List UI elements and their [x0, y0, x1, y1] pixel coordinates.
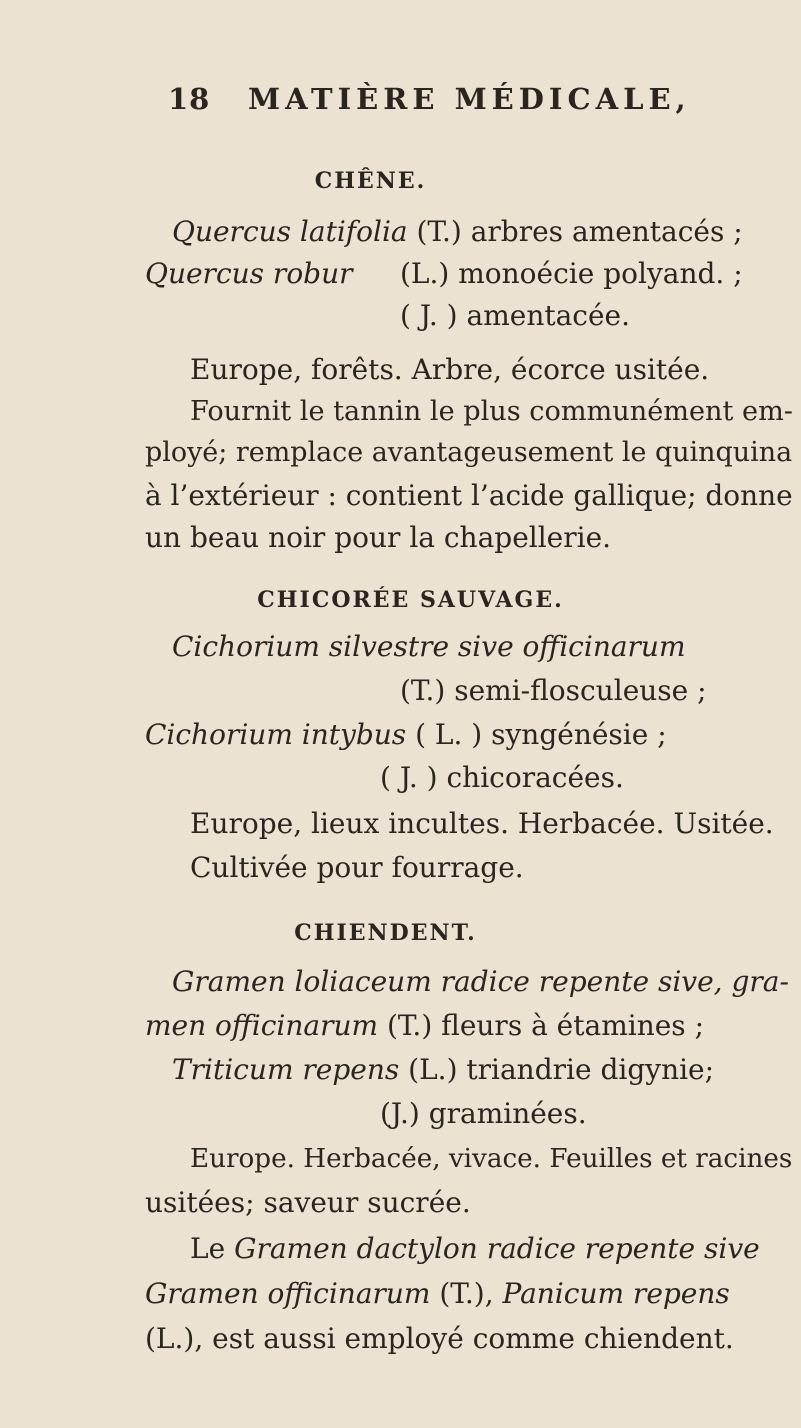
text-line	[145, 718, 667, 751]
page-number: 18	[168, 82, 211, 116]
section-heading-chicoree: CHICORÉE SAUVAGE.	[257, 587, 564, 613]
text-line	[172, 1053, 715, 1086]
latin-name: Panicum repens	[502, 1277, 730, 1310]
section-heading-chiendent: CHIENDENT.	[294, 920, 477, 946]
text-line: Gramen loliaceum radice repente sive, gra-	[172, 965, 789, 998]
text-line: ( J. ) amentacée.	[400, 299, 631, 332]
line-text: (T.) arbres amentacés ;	[407, 215, 743, 248]
text-line: Fournit le tannin le plus communément em-	[190, 396, 793, 427]
latin-name: Gramen officinarum	[145, 1277, 431, 1310]
line-text: (T.) fleurs à étamines ;	[378, 1009, 705, 1042]
latin-name: Triticum repens	[172, 1053, 400, 1086]
text-line: Cultivée pour fourrage.	[190, 851, 524, 884]
text-line: à l’extérieur : contient l’acide gallique; donne	[145, 479, 793, 512]
text-line: Europe, forêts. Arbre, écorce usitée.	[190, 353, 710, 386]
section-heading-chene: CHÊNE.	[314, 168, 427, 194]
line-text: (L.) monoécie polyand. ;	[400, 257, 743, 290]
latin-name: Quercus robur	[145, 257, 353, 290]
latin-name: Cichorium intybus	[145, 718, 407, 751]
text-line	[190, 1232, 760, 1265]
text-line: Cichorium silvestre sive officinarum	[172, 630, 686, 663]
text-line: ( J. ) chicoracées.	[380, 761, 624, 794]
text-line	[172, 215, 743, 248]
text-line: (T.) semi-flosculeuse ;	[400, 674, 707, 707]
line-text: Le	[190, 1232, 235, 1265]
text-line: Europe, lieux incultes. Herbacée. Usitée.	[190, 807, 774, 840]
line-text: (T.),	[430, 1277, 503, 1310]
text-line: (L.), est aussi employé comme chiendent.	[145, 1322, 734, 1355]
text-line	[145, 1277, 730, 1310]
text-line: ployé; remplace avantageusement le quinquina	[145, 437, 793, 468]
text-line: un beau noir pour la chapellerie.	[145, 521, 612, 554]
text-line	[145, 257, 353, 290]
latin-name: Gramen dactylon radice repente sive	[234, 1232, 760, 1265]
text-line	[400, 257, 743, 290]
latin-name: men officinarum	[145, 1009, 379, 1042]
latin-name: Quercus latifolia	[172, 215, 408, 248]
text-line: (J.) graminées.	[380, 1097, 587, 1130]
text-line	[145, 1009, 705, 1042]
line-text: (L.) triandrie digynie;	[399, 1053, 715, 1086]
running-title: MATIÈRE MÉDICALE,	[248, 82, 691, 116]
text-line: usitées; saveur sucrée.	[145, 1186, 471, 1219]
text-line: Europe. Herbacée, vivace. Feuilles et racines	[190, 1144, 793, 1174]
line-text: ( L. ) syngénésie ;	[406, 718, 667, 751]
